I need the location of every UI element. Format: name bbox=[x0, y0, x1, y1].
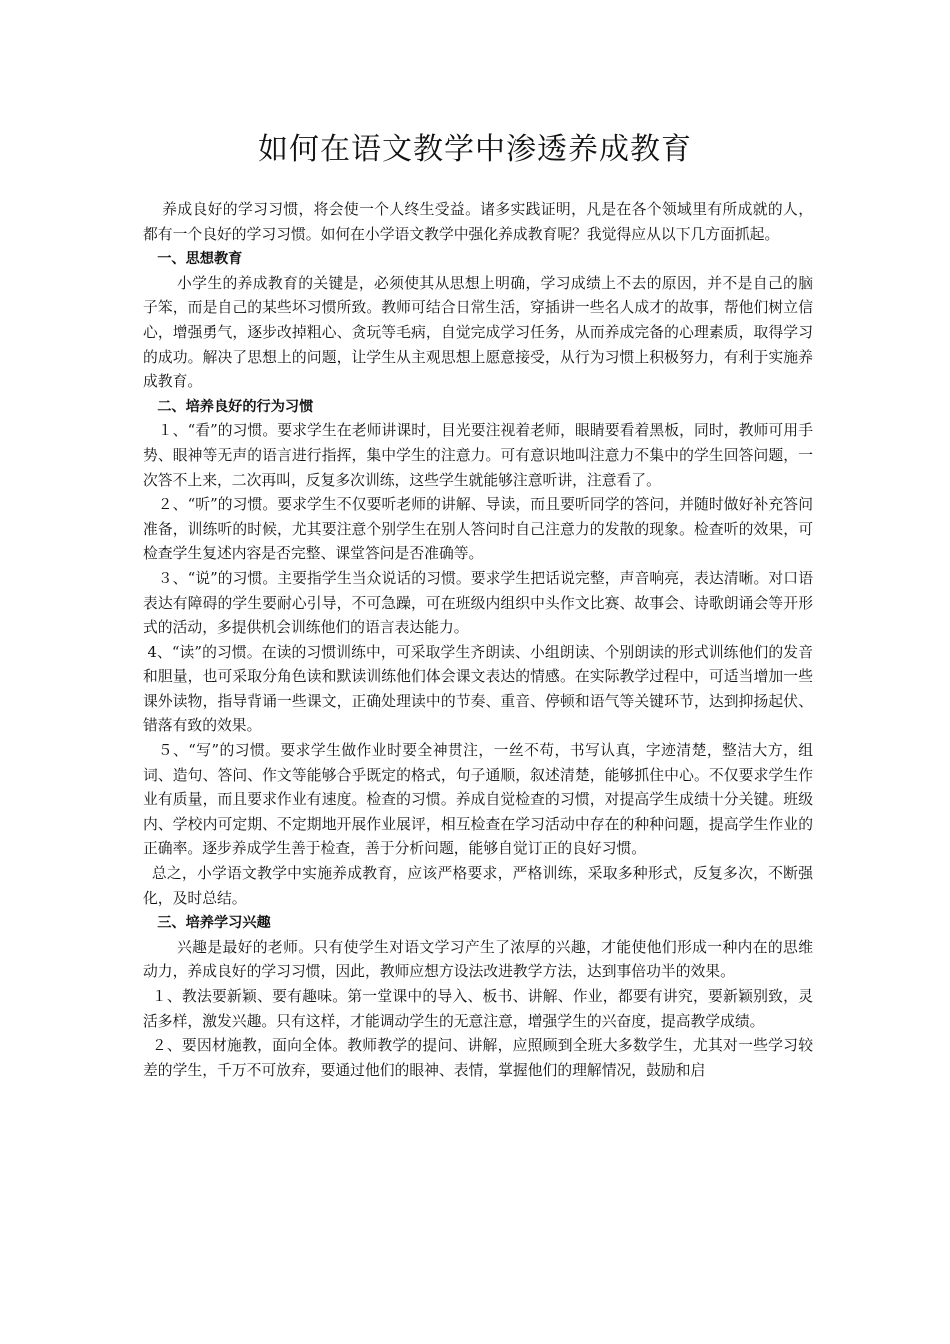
interest-paragraph-individual: ２、要因材施教，面向全体。教师教学的提问、讲解，应照顾到全班大多数学生，尤其对一些学习较差的学生，千万不可放弃，要通过他们的眼神、表情，掌握他们的理解情况，鼓励和启 bbox=[143, 1037, 813, 1079]
section-heading-thought: 一、思想教育 bbox=[157, 251, 243, 268]
behavior-paragraph-summary: 总之，小学语文教学中实施养成教育，应该严格要求，严格训练，采取多种形式，反复多次，不断强化，及时总结。 bbox=[143, 865, 813, 907]
interest-paragraph-method: １、教法要新颖、要有趣味。第一堂课中的导入、板书、讲解、作业，都要有讲究，要新颖别致，灵活多样，激发兴趣。只有这样，才能调动学生的无意注意，增强学生的兴奋度，提高教学成绩。 bbox=[143, 988, 813, 1030]
behavior-paragraph-look: １、“看”的习惯。要求学生在老师讲课时，目光要注视着老师，眼睛要看着黑板，同时，教师可用手势、眼神等无声的语言进行指挥，集中学生的注意力。可有意识地叫注意力不集中的学生回答问题，一次答不上来，二次再叫，反复多次训练，这些学生就能够注意听讲，注意看了。 bbox=[143, 422, 813, 489]
section-heading-interest: 三、培养学习兴趣 bbox=[157, 915, 271, 932]
intro-paragraph: 养成良好的学习习惯，将会使一个人终生受益。诸多实践证明，凡是在各个领域里有所成就的人，都有一个良好的学习习惯。如何在小学语文教学中强化养成教育呢？我觉得应从以下几方面抓起。 bbox=[143, 201, 813, 243]
document-title: 如何在语文教学中渗透养成教育 bbox=[258, 132, 692, 167]
interest-paragraph-intro: 兴趣是最好的老师。只有使学生对语文学习产生了浓厚的兴趣，才能使他们形成一种内在的思维动力，养成良好的学习习惯，因此，教师应想方设法改进教学方法，达到事倍功半的效果。 bbox=[143, 938, 813, 981]
behavior-paragraph-write: ５、“写”的习惯。要求学生做作业时要全神贯注，一丝不苟，书写认真，字迹清楚，整洁大方，组词、造句、答问、作文等能够合乎既定的格式，句子通顺，叙述清楚，能够抓住中心。不仅要求学生作业有质量，而且要求作业有速度。检查的习惯。养成自觉检查的习惯，对提高学生成绩十分关键。班级内、学校内可定期、不定期地开展作业展评，相互检查在学习活动中存在的种种问题，提高学生作业的正确率。逐步养成学生善于检查，善于分析问题，能够自觉订正的良好习惯。 bbox=[143, 742, 813, 858]
behavior-paragraph-speak: ３、“说”的习惯。主要指学生当众说话的习惯。要求学生把话说完整，声音响亮，表达清晰。对口语表达有障碍的学生要耐心引导，不可急躁，可在班级内组织中头作文比赛、故事会、诗歌朗诵会等开形式的活动，多提供机会训练他们的语言表达能力。 bbox=[143, 569, 813, 637]
section-thought-paragraph-1: 小学生的养成教育的关键是，必须使其从思想上明确，学习成绩上不去的原因，并不是自己的脑子笨，而是自己的某些坏习惯所致。教师可结合日常生活，穿插讲一些名人成才的故事，帮他们树立信心，增强勇气，逐步改掉粗心、贪玩等毛病，自觉完成学习任务，从而养成完备的心理素质，取得学习的成功。解决了思想上的问题，让学生从主观思想上愿意接受，从行为习惯上积极努力，有利于实施养成教育。 bbox=[143, 274, 813, 391]
behavior-paragraph-read: 4、“读”的习惯。在读的习惯训练中，可采取学生齐朗读、小组朗读、个别朗读的形式训练他们的发音和胆量，也可采取分角色读和默读训练他们体会课文表达的情感。在实际教学过程中，可适当增加一些课外读物，指导背诵一些课文，正确处理读中的节奏、重音、停顿和语气等关键环节，达到抑扬起伏、错落有致的效果。 bbox=[143, 643, 813, 735]
behavior-paragraph-listen: ２、“听”的习惯。要求学生不仅要听老师的讲解、导读，而且要听同学的答问，并随时做好补充答问准备，训练听的时候，尤其要注意个别学生在别人答问时自己注意力的发散的现象。检查听的效果，可检查学生复述内容是否完整、课堂答问是否准确等。 bbox=[143, 496, 813, 563]
section-heading-behavior: 二、培养良好的行为习惯 bbox=[157, 398, 314, 415]
document-body bbox=[143, 198, 813, 1083]
